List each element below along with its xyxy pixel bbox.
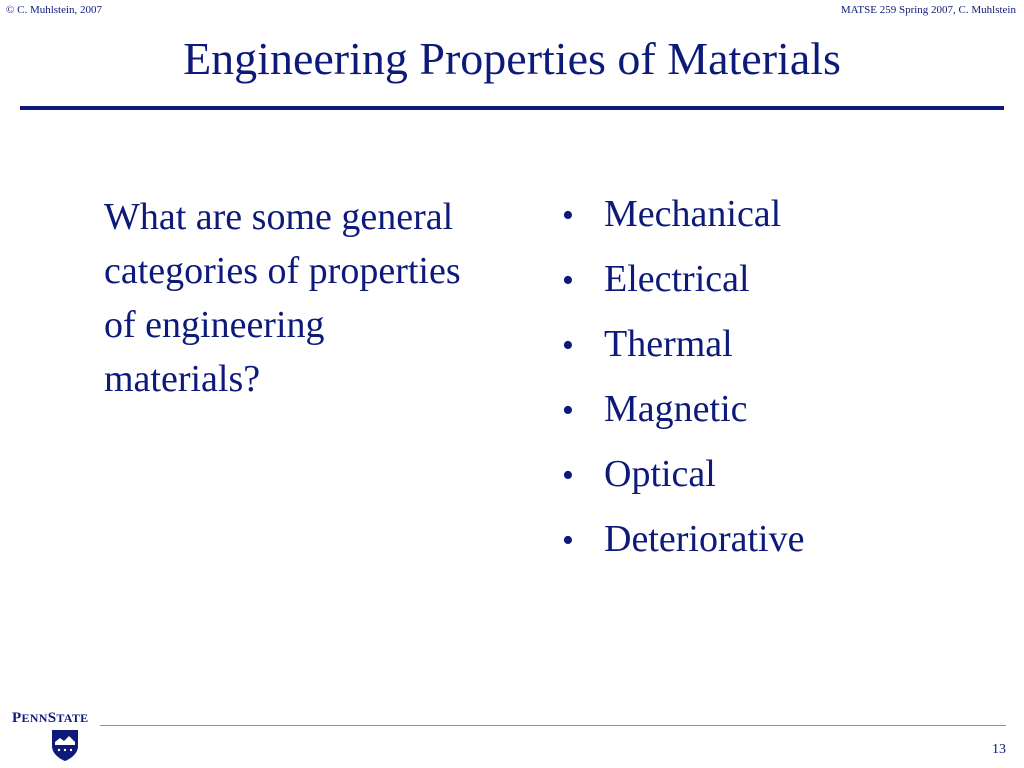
- bullet-icon: •: [562, 392, 574, 429]
- list-item: [562, 511, 804, 576]
- slide-title: Engineering Properties of Materials: [183, 33, 841, 84]
- list-item: [562, 316, 804, 381]
- list-item-label: Optical: [604, 453, 716, 495]
- bullet-icon: •: [562, 197, 574, 234]
- list-item: [562, 381, 804, 446]
- list-item: [562, 251, 804, 316]
- list-item-label: Magnetic: [604, 388, 748, 430]
- list-item-label: Thermal: [604, 323, 733, 365]
- footer-divider: [100, 725, 1006, 726]
- list-item: [562, 186, 804, 251]
- list-item-label: Deteriorative: [604, 518, 805, 560]
- logo-wordmark: PENNSTATE: [12, 710, 89, 726]
- bullet-icon: •: [562, 327, 574, 364]
- title-divider: [20, 106, 1004, 110]
- question-text: What are some general categories of properties of engineering materials?: [104, 196, 461, 400]
- page-number: 13: [992, 742, 1006, 757]
- list-item: [562, 446, 804, 511]
- bullet-icon: •: [562, 262, 574, 299]
- property-list: [562, 186, 804, 576]
- list-item-label: Mechanical: [604, 193, 782, 235]
- bullet-icon: •: [562, 522, 574, 559]
- list-item-label: Electrical: [604, 258, 750, 300]
- pennstate-shield-icon: [50, 728, 80, 762]
- header-copyright: © C. Muhlstein, 2007: [6, 4, 103, 16]
- header-course: MATSE 259 Spring 2007, C. Muhlstein: [840, 4, 1016, 16]
- bullet-icon: •: [562, 457, 574, 494]
- pennstate-logo: [12, 710, 94, 766]
